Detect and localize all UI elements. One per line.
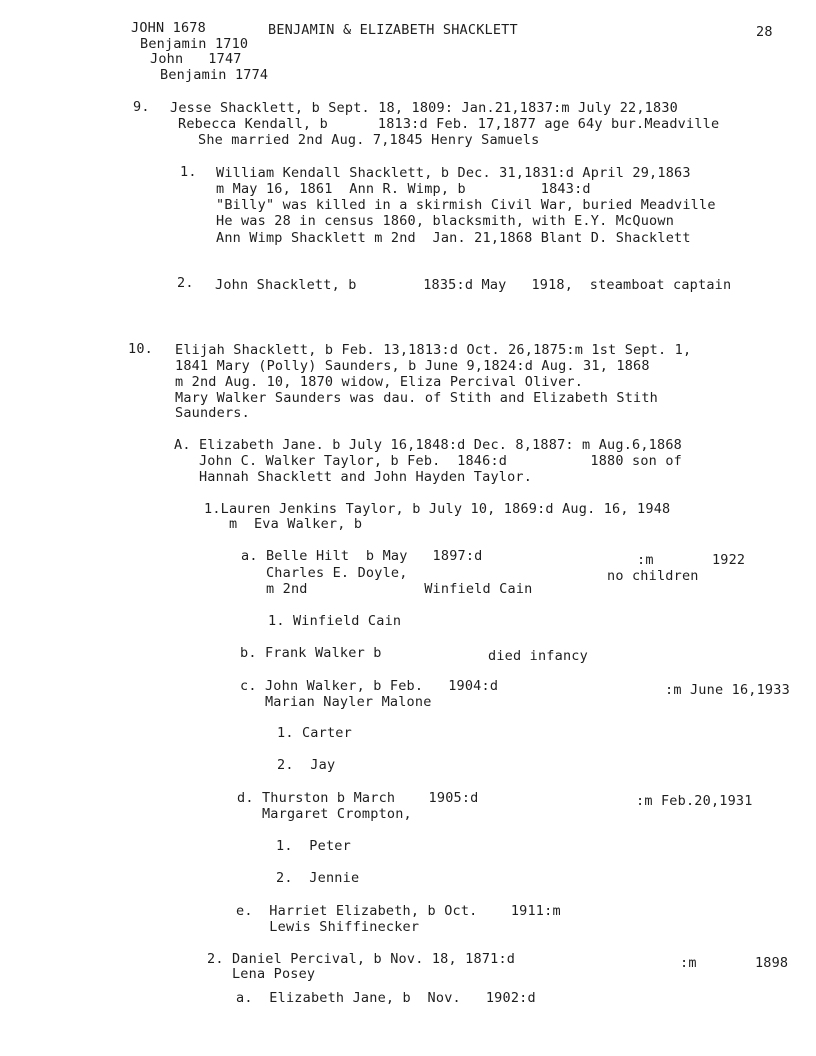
- belle-no-children: no children: [607, 568, 699, 584]
- belle-child1: 1. Winfield Cain: [268, 613, 402, 629]
- child-A-line2: John C. Walker Taylor, b Feb. 1846:d 1880 son of: [174, 453, 682, 469]
- child-A-line3: Hannah Shacklett and John Hayden Taylor.: [174, 469, 533, 485]
- entry-9-child1-line3: "Billy" was killed in a skirmish Civil War, buried Meadville: [216, 197, 716, 213]
- lauren-line1: 1.Lauren Jenkins Taylor, b July 10, 1869:d Aug. 16, 1948: [204, 501, 671, 517]
- page-number: 28: [756, 24, 773, 40]
- entry-9-child1-line5: Ann Wimp Shacklett m 2nd Jan. 21,1868 Blant D. Shacklett: [216, 230, 691, 246]
- thurston-line2: Margaret Crompton,: [237, 806, 412, 822]
- daniel-line1: 2. Daniel Percival, b Nov. 18, 1871:d: [207, 951, 516, 967]
- entry-9-child2-number: 2.: [177, 275, 194, 291]
- entry-10-line3: m 2nd Aug. 10, 1870 widow, Eliza Percival Oliver.: [175, 374, 584, 390]
- daniel-marriage: :m 1898: [680, 955, 789, 971]
- john-walker-child1: 1. Carter: [277, 725, 352, 741]
- header-couple: BENJAMIN & ELIZABETH SHACKLETT: [268, 22, 518, 38]
- thurston-child2: 2. Jennie: [276, 870, 360, 886]
- harriet-line2: Lewis Shiffinecker: [236, 919, 420, 935]
- entry-10-line2: 1841 Mary (Polly) Saunders, b June 9,1824:d Aug. 31, 1868: [175, 358, 650, 374]
- harriet-line1: e. Harriet Elizabeth, b Oct. 1911:m: [236, 903, 561, 919]
- entry-10-line4: Mary Walker Saunders was dau. of Stith and Elizabeth Stith: [175, 390, 659, 406]
- frank-died-infancy: died infancy: [488, 648, 588, 664]
- thurston-child1: 1. Peter: [276, 838, 351, 854]
- header-gen2: John 1747: [150, 51, 242, 67]
- entry-9-line1: Jesse Shacklett, b Sept. 18, 1809: Jan.21,1837:m July 22,1830: [170, 100, 678, 116]
- entry-9-child1-line1: William Kendall Shacklett, b Dec. 31,1831:d April 29,1863: [216, 165, 691, 181]
- john-walker-line1: c. John Walker, b Feb. 1904:d: [240, 678, 499, 694]
- daniel-line2: Lena Posey: [207, 966, 316, 982]
- entry-10-number: 10.: [128, 341, 153, 357]
- daniel-child-a: a. Elizabeth Jane, b Nov. 1902:d: [236, 990, 536, 1006]
- john-walker-line2: Marian Nayler Malone: [240, 694, 432, 710]
- belle-line2: Charles E. Doyle,: [241, 565, 408, 581]
- entry-9-child1-line2: m May 16, 1861 Ann R. Wimp, b 1843:d: [216, 181, 591, 197]
- entry-9-child1-number: 1.: [180, 164, 197, 180]
- entry-9-child1-line4: He was 28 in census 1860, blacksmith, with E.Y. McQuown: [216, 213, 675, 229]
- entry-9-number: 9.: [133, 99, 150, 115]
- header-john: JOHN 1678: [131, 20, 206, 36]
- entry-9-line3: She married 2nd Aug. 7,1845 Henry Samuels: [198, 132, 540, 148]
- child-A-line1: A. Elizabeth Jane. b July 16,1848:d Dec. 8,1887: m Aug.6,1868: [174, 437, 682, 453]
- lauren-line2: m Eva Walker, b: [204, 516, 363, 532]
- frank-line1: b. Frank Walker b: [240, 645, 382, 661]
- john-walker-marriage: :m June 16,1933: [665, 682, 790, 698]
- thurston-marriage: :m Feb.20,1931: [636, 793, 753, 809]
- belle-line3: m 2nd Winfield Cain: [241, 581, 533, 597]
- header-gen3: Benjamin 1774: [160, 67, 269, 83]
- thurston-line1: d. Thurston b March 1905:d: [237, 790, 479, 806]
- entry-10-line1: Elijah Shacklett, b Feb. 13,1813:d Oct. 26,1875:m 1st Sept. 1,: [175, 342, 692, 358]
- header-gen1: Benjamin 1710: [140, 36, 249, 52]
- entry-10-line5: Saunders.: [175, 405, 250, 421]
- john-walker-child2: 2. Jay: [277, 757, 336, 773]
- entry-9-line2: Rebecca Kendall, b 1813:d Feb. 17,1877 age 64y bur.Meadville: [178, 116, 720, 132]
- belle-marriage: :m 1922: [637, 552, 746, 568]
- belle-line1: a. Belle Hilt b May 1897:d: [241, 548, 483, 564]
- entry-9-child2-line: John Shacklett, b 1835:d May 1918, steamboat captain: [215, 277, 732, 293]
